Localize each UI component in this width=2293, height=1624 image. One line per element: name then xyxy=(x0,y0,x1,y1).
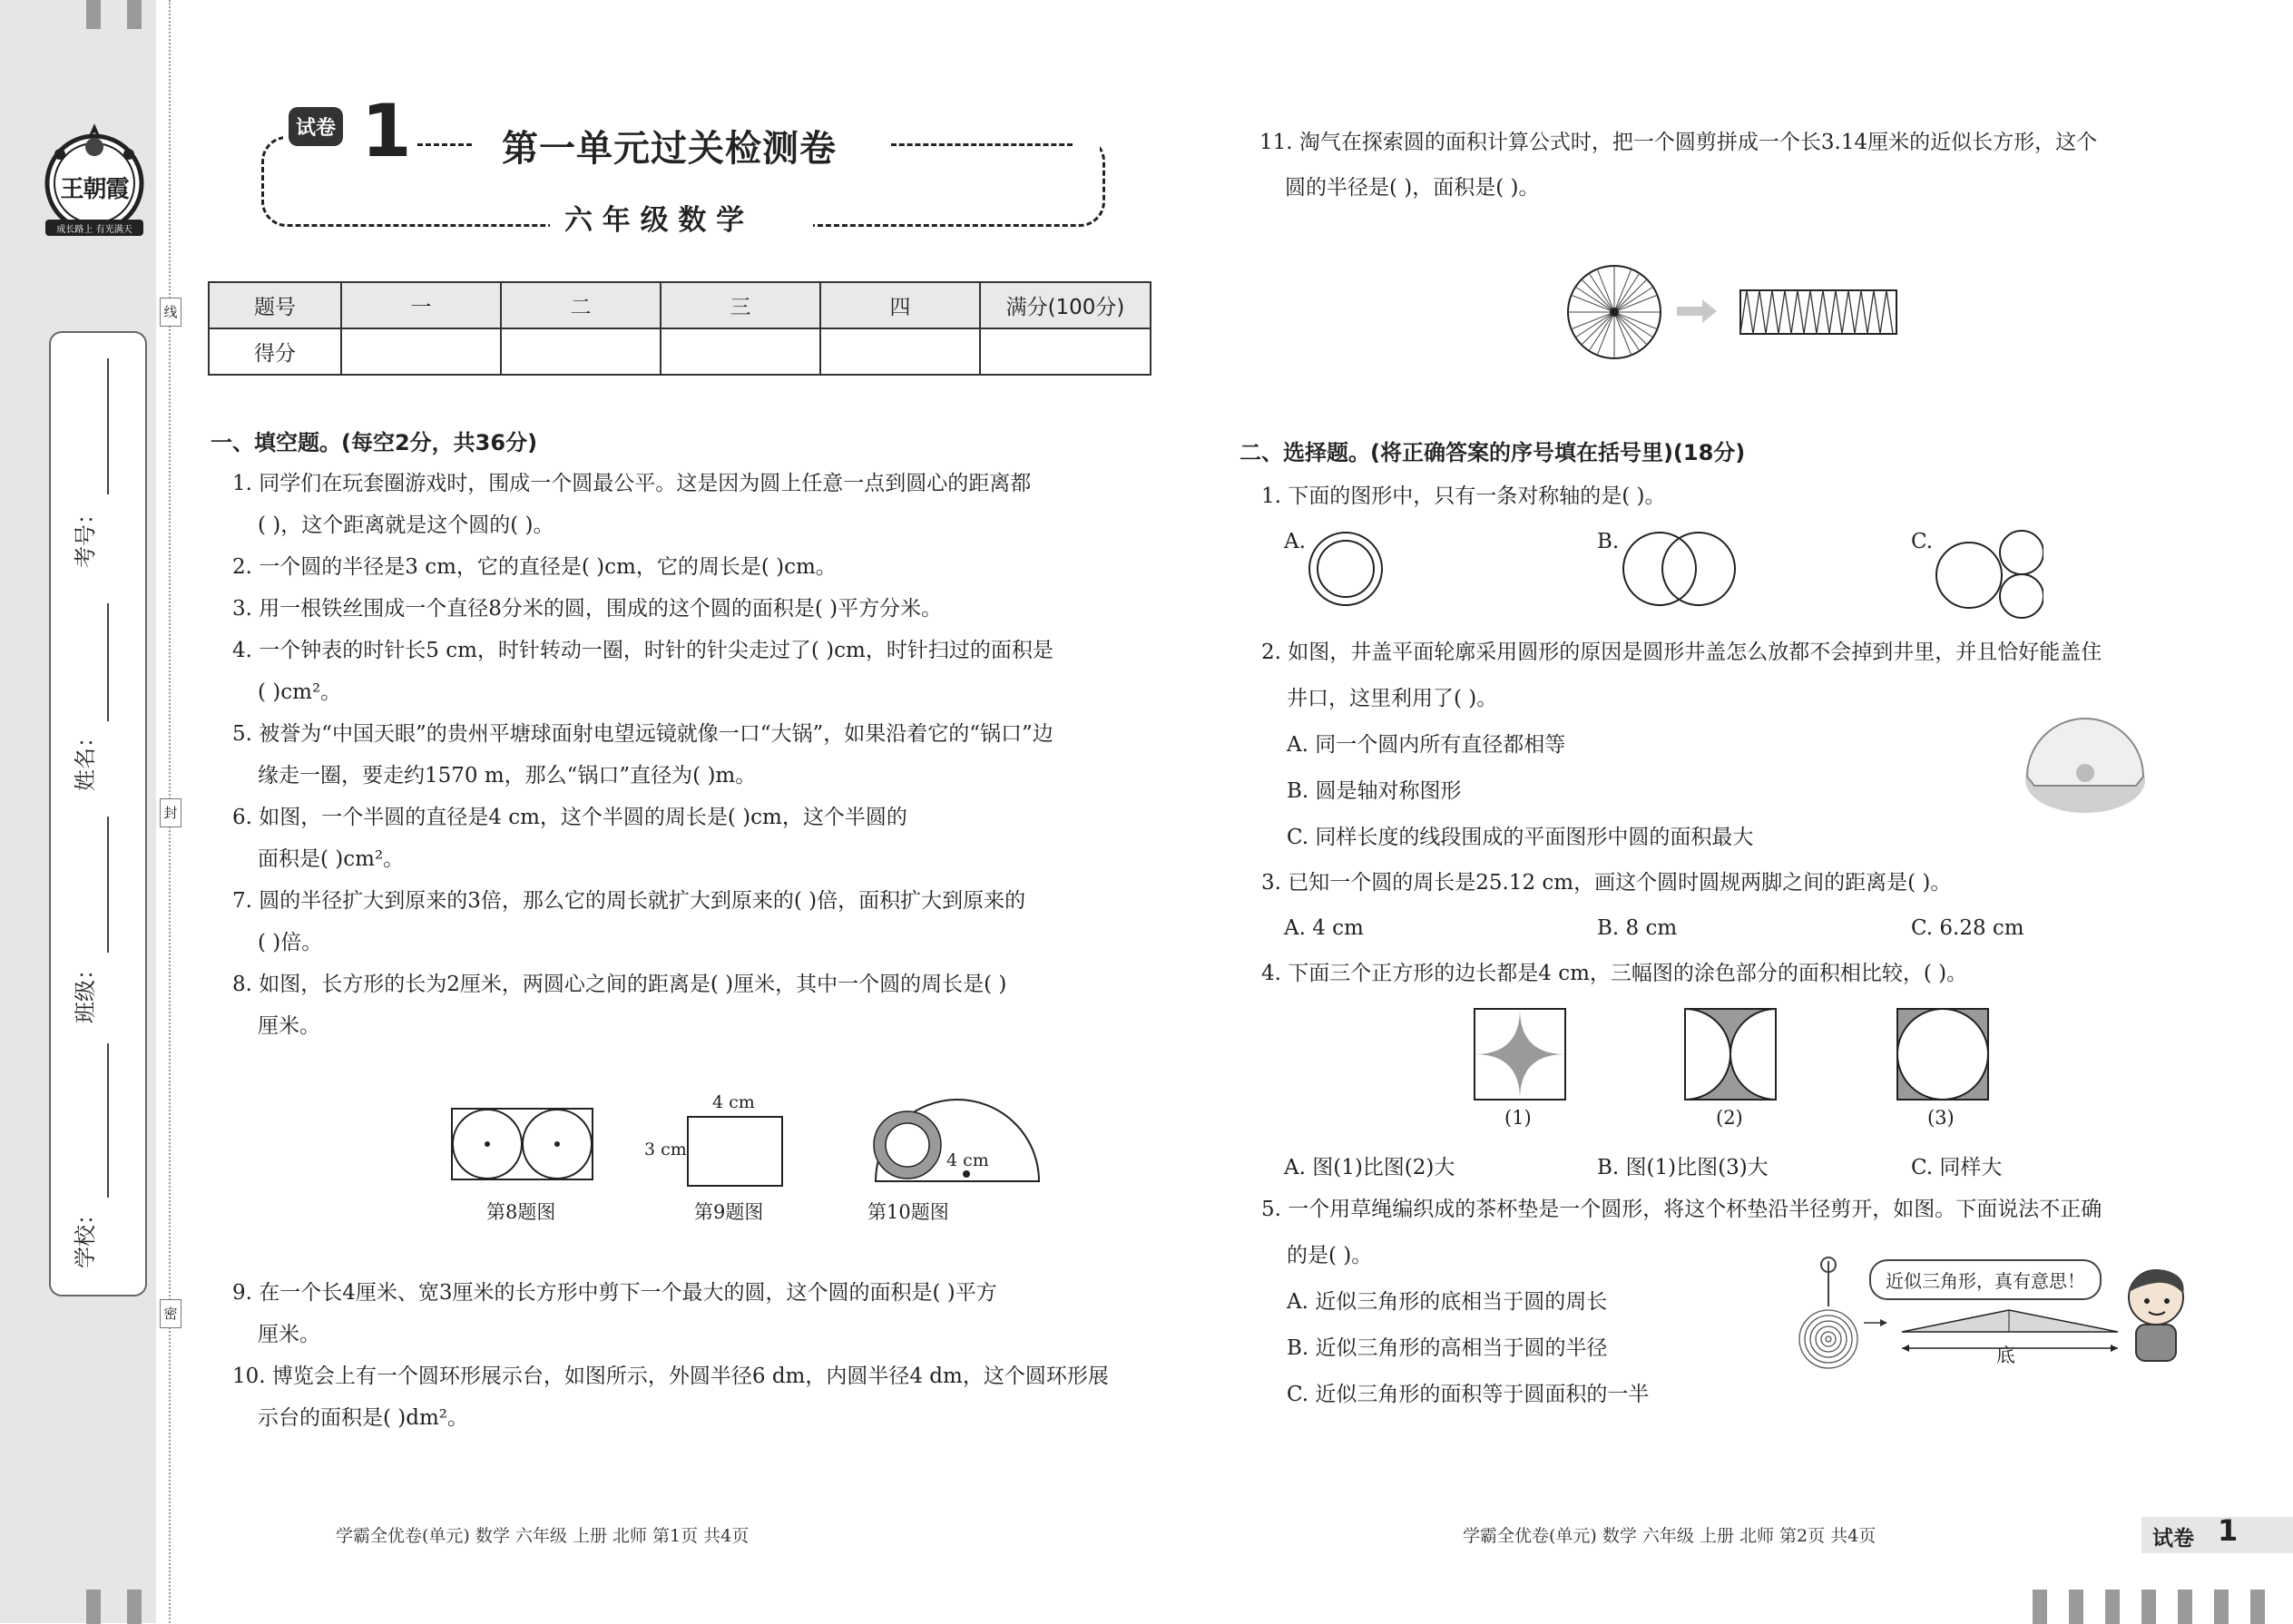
figure-9-width-label: 4 cm xyxy=(712,1092,755,1112)
name-label: 姓名： xyxy=(73,726,98,791)
question-9-cont: 厘米。 xyxy=(258,1323,320,1346)
speech-bubble: 近似三角形，真有意思！ xyxy=(1869,1259,2102,1300)
score-cell[interactable] xyxy=(501,328,661,375)
q1-option-a-figure[interactable] xyxy=(1307,530,1385,608)
footer-right: 学霸全优卷(单元) 数学 六年级 上册 北师 第2页 共4页 xyxy=(1463,1526,1877,1546)
figure-8-caption: 第8题图 xyxy=(486,1201,556,1223)
tick-mark xyxy=(2178,1590,2192,1624)
score-header-cell: 一 xyxy=(341,282,501,328)
figure-11-rectangle xyxy=(1739,289,1898,336)
score-row-label: 得分 xyxy=(209,328,341,375)
question-11-cont: 圆的半径是( )，面积是( )。 xyxy=(1285,176,1540,200)
q1-option-c-label: C. xyxy=(1911,530,1934,553)
section2-title: 二、选择题。(将正确答案的序号填在括号里)(18分) xyxy=(1240,440,1746,465)
figure-9-caption: 第9题图 xyxy=(694,1201,764,1223)
page-badge-label: 试卷 xyxy=(2152,1527,2194,1551)
brand-logo xyxy=(40,118,149,245)
student-info-box xyxy=(49,331,147,1296)
title-dash-left xyxy=(417,143,472,146)
figure-9 xyxy=(687,1116,783,1187)
figure-11-arrow xyxy=(1675,298,1719,325)
question-5: 5. 被誉为“中国天眼”的贵州平塘球面射电望远镜就像一口“大锅”，如果沿着它的“锅口”边 xyxy=(232,722,1053,746)
question-5-cont: 缘走一圈，要走约1570 m，那么“锅口”直径为( )m。 xyxy=(258,764,757,788)
question-6-cont: 面积是( )cm²。 xyxy=(258,847,405,871)
tick-mark xyxy=(2250,1590,2265,1624)
score-header-cell: 三 xyxy=(661,282,820,328)
page-title: 第一单元过关检测卷 xyxy=(502,128,837,170)
name-line[interactable] xyxy=(107,603,109,721)
exam-badge: 试卷 xyxy=(289,107,343,146)
question-7: 7. 圆的半径扩大到原来的3倍，那么它的周长就扩大到原来的( )倍，面积扩大到原来的 xyxy=(232,889,1026,913)
choice-question-3: 3. 已知一个圆的周长是25.12 cm，画这个圆时圆规两脚之间的距离是( )。 xyxy=(1261,871,1952,895)
q1-option-b-figure[interactable] xyxy=(1621,530,1739,608)
cut-mark: 密 xyxy=(160,1299,181,1328)
choice-question-2: 2. 如图，井盖平面轮廓采用圆形的原因是圆形井盖怎么放都不会掉到井里，并且恰好能盖住 xyxy=(1261,641,2102,664)
figure-10-caption: 第10题图 xyxy=(867,1201,949,1223)
class-label: 班级： xyxy=(73,958,98,1023)
tick-mark xyxy=(2141,1590,2156,1624)
question-6: 6. 如图，一个半圆的直径是4 cm，这个半圆的周长是( )cm，这个半圆的 xyxy=(232,806,907,829)
section1-questions-late xyxy=(232,1272,1109,1439)
title-dash-right xyxy=(891,143,1073,146)
choice-question-5: 5. 一个用草绳编织成的茶杯垫是一个圆形，将这个杯垫沿半径剪开，如图。下面说法不正确 xyxy=(1261,1198,2102,1221)
score-header-cell: 题号 xyxy=(209,282,341,328)
q4-figure-1-label: (1) xyxy=(1504,1107,1532,1129)
choice-question-5-block xyxy=(1261,1187,2102,1418)
q4-option-c[interactable]: C. 同样大 xyxy=(1911,1156,2003,1179)
q2-option-c[interactable]: C. 同样长度的线段围成的平面图形中圆的面积最大 xyxy=(1287,826,1754,849)
question-8-cont: 厘米。 xyxy=(258,1014,320,1038)
triangle-base-label: 底 xyxy=(1996,1345,2015,1366)
figure-11-circle xyxy=(1565,263,1663,361)
tick-mark xyxy=(2069,1590,2083,1624)
section1-title: 一、填空题。(每空2分，共36分) xyxy=(211,430,538,455)
q1-option-a-label: A. xyxy=(1284,530,1306,553)
class-line[interactable] xyxy=(107,817,109,953)
q1-option-b-label: B. xyxy=(1597,530,1620,553)
question-1: 1. 同学们在玩套圈游戏时，围成一个圆最公平。这是因为圆上任意一点到圆心的距离都 xyxy=(232,472,1032,495)
score-table-header xyxy=(209,282,1151,328)
cut-mark: 封 xyxy=(160,798,181,827)
bottom-ticks xyxy=(2033,1590,2287,1623)
tick-mark xyxy=(127,1590,142,1624)
q2-option-b[interactable]: B. 圆是轴对称图形 xyxy=(1287,779,1462,803)
question-11-block xyxy=(1259,120,2097,210)
page-subtitle: 六 年 级 数 学 xyxy=(564,204,745,237)
choice-question-5-cont: 的是( )。 xyxy=(1287,1244,1373,1267)
question-1-cont: ( )，这个距离就是这个圆的( )。 xyxy=(258,514,554,537)
tick-mark xyxy=(2214,1590,2229,1624)
q3-option-a[interactable]: A. 4 cm xyxy=(1284,916,1364,940)
question-11: 11. 淘气在探索圆的面积计算公式时，把一个圆剪拼成一个长3.14厘米的近似长方形，这个 xyxy=(1259,131,2098,154)
score-table xyxy=(208,281,1151,376)
question-10: 10. 博览会上有一个圆环形展示台，如图所示，外圆半径6 dm，内圆半径4 dm，这个圆环形展 xyxy=(232,1365,1109,1388)
choice-question-2-block xyxy=(1261,630,2102,861)
exam-number: 1 xyxy=(361,89,412,173)
q4-option-b[interactable]: B. 图(1)比图(3)大 xyxy=(1597,1156,1769,1179)
exam-number-line[interactable] xyxy=(107,358,109,494)
choice-question-4: 4. 下面三个正方形的边长都是4 cm，三幅图的涂色部分的面积相比较，( )。 xyxy=(1261,962,1968,985)
score-header-cell: 满分(100分) xyxy=(980,282,1151,328)
score-header-cell: 二 xyxy=(501,282,661,328)
q4-figure-3 xyxy=(1896,1007,1990,1101)
score-cell[interactable] xyxy=(980,328,1151,375)
q3-option-c[interactable]: C. 6.28 cm xyxy=(1911,916,2024,940)
q4-figure-2-label: (2) xyxy=(1716,1107,1743,1129)
tick-mark xyxy=(86,0,101,29)
q4-figure-2 xyxy=(1683,1007,1778,1101)
cut-mark: 线 xyxy=(160,298,181,327)
question-4: 4. 一个钟表的时针长5 cm，时针转动一圈，时针的针尖走过了( )cm，时针扫过的面积是 xyxy=(232,639,1053,662)
question-9: 9. 在一个长4厘米、宽3厘米的长方形中剪下一个最大的圆，这个圆的面积是( )平方 xyxy=(232,1281,997,1305)
score-cell[interactable] xyxy=(661,328,820,375)
q5-option-a[interactable]: A. 近似三角形的底相当于圆的周长 xyxy=(1287,1290,1608,1314)
question-3: 3. 用一根铁丝围成一个直径8分米的圆，围成的这个圆的面积是( )平方分米。 xyxy=(232,597,943,621)
tick-mark xyxy=(127,0,142,29)
page-badge-number: 1 xyxy=(2218,1513,2239,1548)
school-line[interactable] xyxy=(107,1043,109,1198)
q1-option-c-figure[interactable] xyxy=(1935,526,2043,619)
tick-mark xyxy=(2105,1590,2120,1624)
score-table-row xyxy=(209,328,1151,375)
logo-text: 王朝霞 xyxy=(60,176,129,203)
q4-option-a[interactable]: A. 图(1)比图(2)大 xyxy=(1284,1156,1455,1179)
question-8: 8. 如图，长方形的长为2厘米，两圆心之间的距离是( )厘米，其中一个圆的周长是( ) xyxy=(232,973,1007,996)
figure-8 xyxy=(450,1107,595,1181)
question-2: 2. 一个圆的半径是3 cm，它的直径是( )cm，它的周长是( )cm。 xyxy=(232,555,837,579)
score-cell[interactable] xyxy=(341,328,501,375)
logo-slogan: 成长路上 有光满天 xyxy=(56,225,132,235)
figure-10 xyxy=(867,1092,1044,1185)
figure-10-radius-label: 4 cm xyxy=(946,1150,989,1170)
footer-left: 学霸全优卷(单元) 数学 六年级 上册 北师 第1页 共4页 xyxy=(336,1526,750,1546)
q5-option-c[interactable]: C. 近似三角形的面积等于圆面积的一半 xyxy=(1287,1383,1650,1406)
q4-figure-3-label: (3) xyxy=(1927,1107,1955,1129)
choice-question-1: 1. 下面的图形中，只有一条对称轴的是( )。 xyxy=(1261,484,1666,508)
question-10-cont: 示台的面积是( )dm²。 xyxy=(258,1406,469,1430)
q2-option-a[interactable]: A. 同一个圆内所有直径都相等 xyxy=(1287,733,1566,757)
tick-mark xyxy=(86,1590,101,1624)
question-7-cont: ( )倍。 xyxy=(258,931,323,954)
exam-number-label: 考号： xyxy=(73,503,98,568)
school-label: 学校： xyxy=(73,1203,98,1268)
q3-option-b[interactable]: B. 8 cm xyxy=(1597,916,1678,940)
cartoon-boy-icon xyxy=(2120,1265,2192,1365)
score-header-cell: 四 xyxy=(820,282,980,328)
tick-mark xyxy=(2033,1590,2047,1624)
coaster-spiral-icon xyxy=(1797,1252,1860,1370)
q4-figure-1 xyxy=(1473,1007,1567,1101)
question-4-cont: ( )cm²。 xyxy=(258,680,342,704)
manhole-cover-icon xyxy=(2022,717,2149,817)
score-cell[interactable] xyxy=(820,328,980,375)
choice-question-2-cont: 井口，这里利用了( )。 xyxy=(1287,687,1498,710)
q5-option-b[interactable]: B. 近似三角形的高相当于圆的半径 xyxy=(1287,1336,1608,1360)
figure-9-height-label: 3 cm xyxy=(644,1140,687,1159)
section1-questions xyxy=(232,463,1053,1047)
